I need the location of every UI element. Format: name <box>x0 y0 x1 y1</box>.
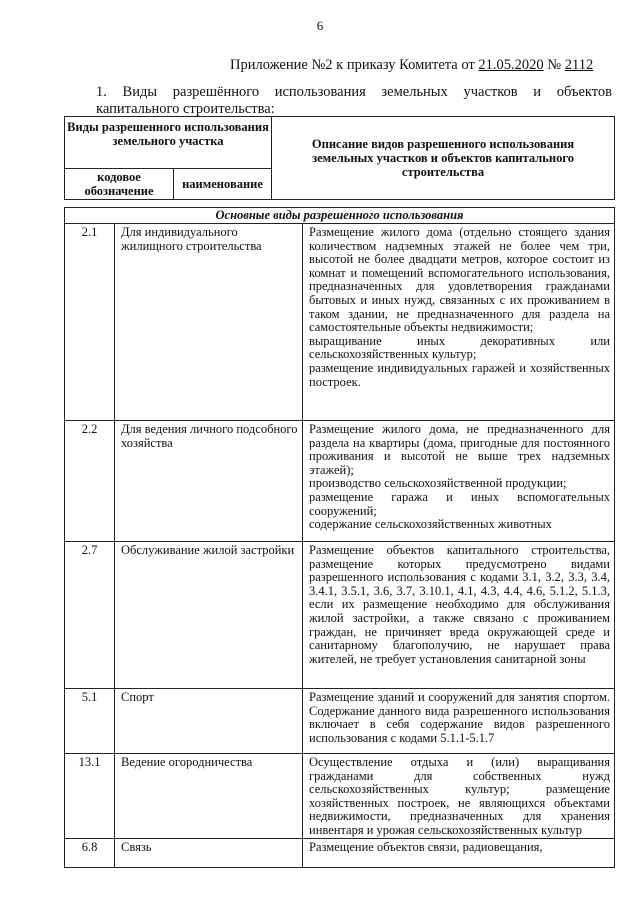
table-row <box>65 542 615 689</box>
header-types: Виды разрешенного использования земельного участка <box>65 117 272 169</box>
order-number-label: № <box>543 57 565 73</box>
intro-line-2: капитального строительства: <box>96 101 275 117</box>
row-description: Размещение жилого дома, не предназначенного для раздела на квартиры (дома, пригодные для постоянного проживания и высотой не выше трех надземных этажей); производство сельскохозяйственной продукции; размещение гаража и иных вспомогательных сооружений; содержание сельскохозяйственных животных <box>303 421 615 542</box>
row-description: Осуществление отдыха и (или) выращивания гражданами для собственных нужд сельскохозяйственных культур; размещение хозяйственных построек, не являющихся объектами недвижимости, предназначенных для хранения инвентаря и урожая сельскохозяйственных культур <box>303 754 615 839</box>
table-row <box>65 689 615 754</box>
appendix-prefix: Приложение №2 к приказу Комитета от <box>230 57 479 73</box>
order-date: 21.05.2020 <box>478 57 544 73</box>
header-table <box>64 116 615 200</box>
row-code: 2.2 <box>65 421 115 542</box>
row-name: Для ведения личного подсобного хозяйства <box>115 421 303 542</box>
table-row <box>65 754 615 839</box>
table-row <box>65 224 615 421</box>
row-code: 5.1 <box>65 689 115 754</box>
row-code: 6.8 <box>65 838 115 867</box>
row-description: Размещение объектов капитального строительства, размещение которых предусмотрено видами разрешенного использования с кодами 3.1, 3.2, 3.3, 3.4, 3.4.1, 3.5.1, 3.6, 3.7, 3.10.1, 4.1, 4.3, 4.4, 4.6, 5.1.2, 5.1.3, если их размещение необходимо для обслуживания жилой застройки, а также связано с проживанием граждан, не причиняет вреда окружающей среде и санитарному благополучию, не нарушает права жителей, не требует установления санитарной зоны <box>303 542 615 689</box>
order-number: 2112 <box>564 57 594 73</box>
row-code: 2.1 <box>65 224 115 421</box>
row-code: 2.7 <box>65 542 115 689</box>
table-row <box>65 421 615 542</box>
row-name: Для индивидуального жилищного строительства <box>115 224 303 421</box>
appendix-title <box>230 57 593 74</box>
row-name: Обслуживание жилой застройки <box>115 542 303 689</box>
header-name: наименование <box>174 169 272 200</box>
page-number: 6 <box>316 18 324 33</box>
row-code: 13.1 <box>65 754 115 839</box>
intro-line-1: 1. Виды разрешённого использования земельных участков и объектов <box>96 84 613 100</box>
row-name: Спорт <box>115 689 303 754</box>
row-name: Связь <box>115 838 303 867</box>
intro-num: 1. <box>96 84 107 100</box>
row-name: Ведение огородничества <box>115 754 303 839</box>
row-description: Размещение объектов связи, радиовещания, <box>303 838 615 867</box>
section-title: Основные виды разрешенного использования <box>65 208 615 224</box>
uses-table <box>64 207 615 868</box>
header-description: Описание видов разрешенного использования земельных участков и объектов капитального строительства <box>272 117 615 200</box>
table-row <box>65 838 615 867</box>
header-code: кодовое обозначение <box>65 169 174 200</box>
intro-paragraph <box>96 84 612 118</box>
row-description: Размещение зданий и сооружений для занятия спортом. Содержание данного вида разрешенного использования включает в себя содержание видов разрешенного использования с кодами 5.1.1-5.1.7 <box>303 689 615 754</box>
row-description: Размещение жилого дома (отдельно стоящего здания количеством надземных этажей не более чем три, высотой не более двадцати метров, которое состоит из комнат и помещений вспомогательного использования, предназначенных для удовлетворения гражданами бытовых и иных нужд, связанных с их проживанием в таком здании, не предназначенного для раздела на самостоятельные объекты недвижимости; выращивание иных декоративных или сельскохозяйственных культур; размещение индивидуальных гаражей и хозяйственных построек. <box>303 224 615 421</box>
